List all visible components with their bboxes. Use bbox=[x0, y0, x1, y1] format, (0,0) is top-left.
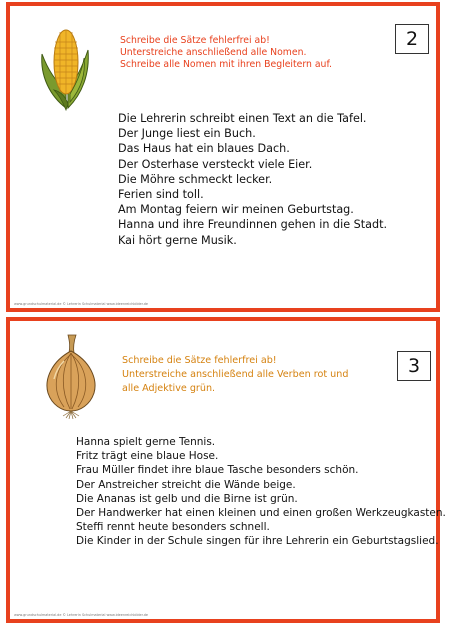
instruction-line: Schreibe die Sätze fehlerfrei ab! bbox=[120, 35, 270, 46]
sentence: Hanna und ihre Freundinnen gehen in die Stadt. bbox=[118, 218, 388, 232]
sentence: Die Ananas ist gelb und die Birne ist grün. bbox=[76, 492, 298, 505]
instruction-line: Unterstreiche anschließend alle Nomen. bbox=[120, 47, 307, 58]
task-card-2 bbox=[6, 2, 440, 312]
sentence: Der Anstreicher streicht die Wände beige. bbox=[76, 478, 296, 491]
instruction-line: Unterstreiche anschließend alle Verben rot und bbox=[122, 369, 349, 380]
instruction-line: Schreibe alle Nomen mit ihren Begleitern auf. bbox=[120, 59, 333, 70]
task-card-3 bbox=[6, 317, 446, 623]
instruction-line: alle Adjektive grün. bbox=[122, 383, 216, 394]
sentence: Am Montag feiern wir meinen Geburtstag. bbox=[118, 203, 354, 217]
sentence: Steffi rennt heute besonders schnell. bbox=[76, 521, 270, 534]
onion-icon bbox=[40, 333, 102, 419]
card-number: 3 bbox=[407, 355, 421, 377]
sentence: Kai hört gerne Musik. bbox=[118, 233, 237, 247]
sentence: Der Junge liest ein Buch. bbox=[118, 127, 256, 141]
instructions bbox=[122, 354, 348, 396]
sentence-list bbox=[76, 435, 446, 549]
card-footer: www.grundschulmaterial.de © Lehrerin Schulmaterial www.ideenreichbilder.de bbox=[14, 613, 149, 617]
card-footer: www.grundschulmaterial.de © Lehrerin Schulmaterial www.ideenreichbilder.de bbox=[14, 302, 149, 306]
instructions bbox=[120, 35, 332, 71]
sentence: Fritz trägt eine blaue Hose. bbox=[76, 450, 219, 463]
corn-cob-icon bbox=[36, 24, 94, 112]
card-number-box bbox=[395, 24, 429, 54]
sentence-list bbox=[118, 111, 387, 248]
sentence: Ferien sind toll. bbox=[118, 188, 204, 202]
card-number-box bbox=[397, 351, 431, 381]
sentence: Der Handwerker hat einen kleinen und einen großen Werkzeugkasten. bbox=[76, 507, 446, 520]
sentence: Die Lehrerin schreibt einen Text an die Tafel. bbox=[118, 112, 367, 125]
sentence: Die Möhre schmeckt lecker. bbox=[118, 172, 273, 186]
card-number: 2 bbox=[405, 28, 419, 50]
instruction-line: Schreibe die Sätze fehlerfrei ab! bbox=[122, 355, 277, 366]
sentence: Frau Müller findet ihre blaue Tasche besonders schön. bbox=[76, 464, 359, 477]
sentence: Der Osterhase versteckt viele Eier. bbox=[118, 157, 313, 171]
sentence: Hanna spielt gerne Tennis. bbox=[76, 436, 216, 448]
sentence: Die Kinder in der Schule singen für ihre Lehrerin ein Geburtstagslied. bbox=[76, 535, 439, 548]
sentence: Das Haus hat ein blaues Dach. bbox=[118, 142, 290, 156]
